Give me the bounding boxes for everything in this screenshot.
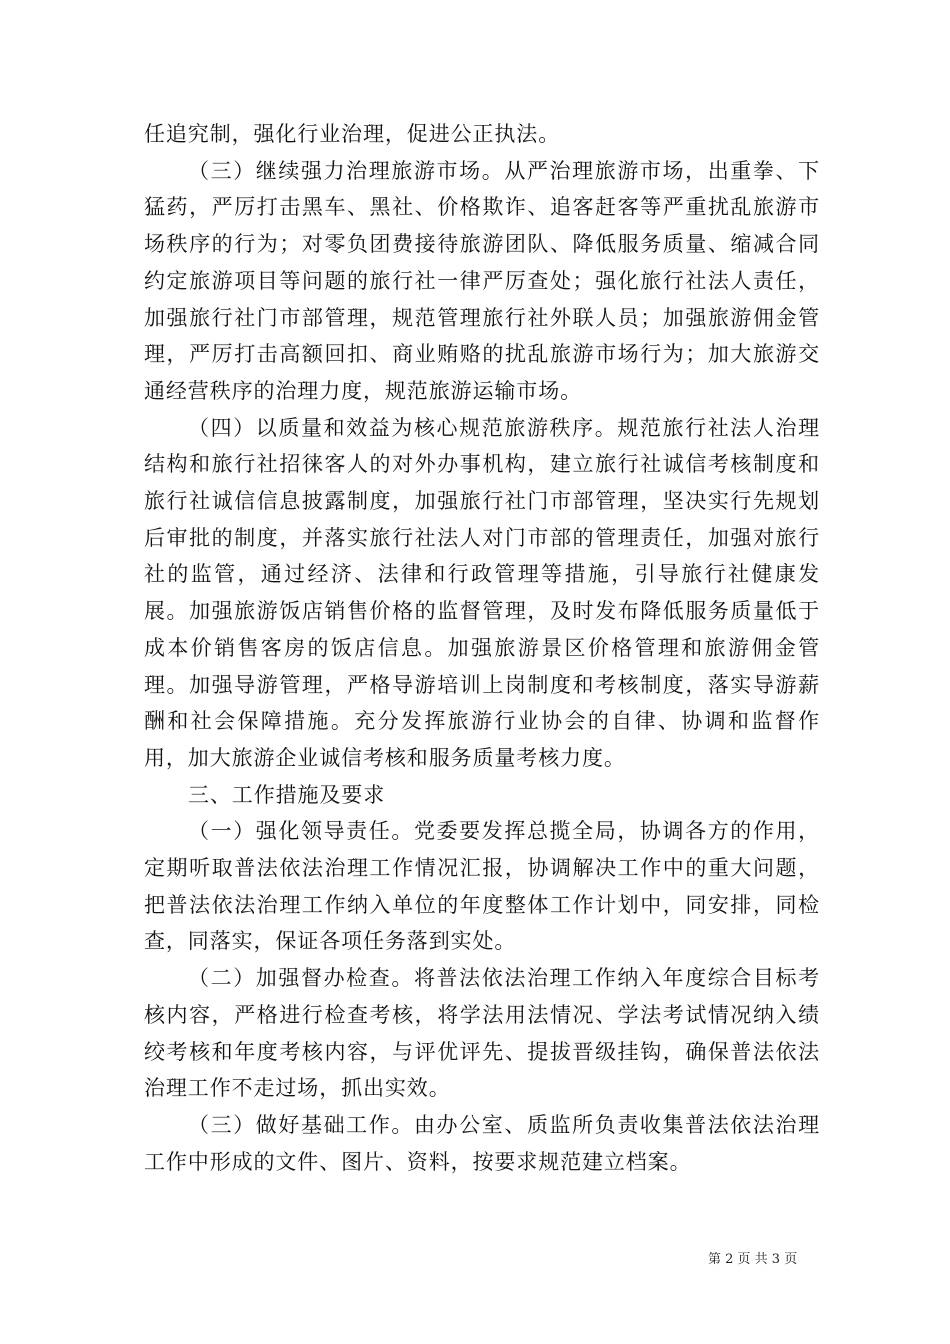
paragraph-leadership: （一）强化领导责任。党委要发挥总揽全局，协调各方的作用，定期听取普法依法治理工作情况汇报，协调解决工作中的重大问题，把普法依法治理工作纳入单位的年度整体工作计划中，同安排，同检查，同落实，保证各项任务落到实处。	[144, 819, 820, 954]
page-number-footer: 第 2 页 共 3 页	[708, 1252, 798, 1267]
paragraph-tourism-market: （三）继续强力治理旅游市场。从严治理旅游市场，出重拳、下猛药，严厉打击黑车、黑社、价格欺诈、追客赶客等严重扰乱旅游市场秩序的行为；对零负团费接待旅游团队、降低服务质量、缩减合同约定旅游项目等问题的旅行社一律严厉查处；强化旅行社法人责任，加强旅行社门市部管理，规范管理旅行社外联人员；加强旅游佣金管理，严厉打击高额回扣、商业贿赂的扰乱旅游市场行为；加大旅游交通经营秩序的治理力度，规范旅游运输市场。	[144, 158, 820, 403]
paragraph-supervision: （二）加强督办检查。将普法依法治理工作纳入年度综合目标考核内容，严格进行检查考核，将学法用法情况、学法考试情况纳入绩绞考核和年度考核内容，与评优评先、提拔晋级挂钩，确保普法依法治理工作不走过场，抓出实效。	[144, 966, 820, 1101]
section-heading-measures: 三、工作措施及要求	[188, 782, 386, 807]
paragraph-quality-order: （四）以质量和效益为核心规范旅游秩序。规范旅行社法人治理结构和旅行社招徕客人的对外办事机构，建立旅行社诚信考核制度和旅行社诚信信息披露制度，加强旅行社门市部管理，坚决实行先规划后审批的制度，并落实旅行社法人对门市部的管理责任，加强对旅行社的监管，通过经济、法律和行政管理等措施，引导旅行社健康发展。加强旅游饭店销售价格的监督管理，及时发布降低服务质量低于成本价销售客房的饭店信息。加强旅游景区价格管理和旅游佣金管理。加强导游管理，严格导游培训上岗制度和考核制度，落实导游薪酬和社会保障措施。充分发挥旅游行业协会的自律、协调和监督作用，加大旅游企业诚信考核和服务质量考核力度。	[144, 415, 820, 770]
document-body	[144, 116, 820, 1180]
paragraph-basic-work: （三）做好基础工作。由办公室、质监所负责收集普法依法治理工作中形成的文件、图片、资料，按要求规范建立档案。	[144, 1112, 820, 1174]
paragraph-continuation: 任追究制，强化行业治理，促进公正执法。	[144, 122, 561, 146]
